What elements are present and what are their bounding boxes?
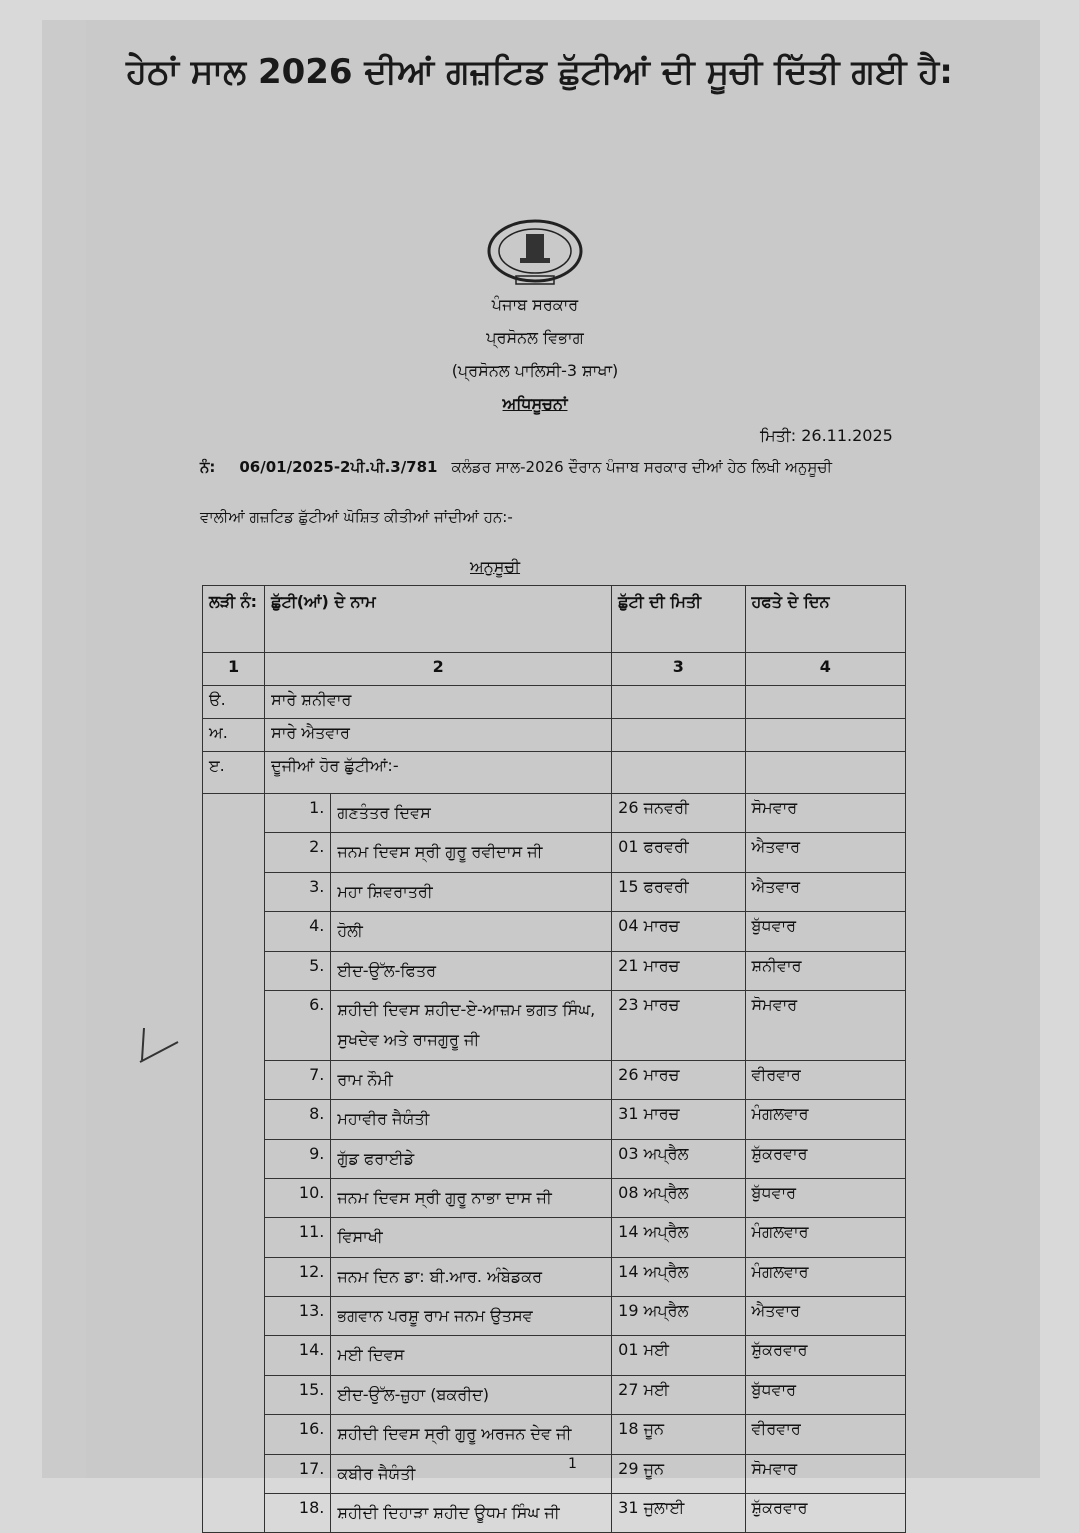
serial-number: 2. <box>265 833 331 872</box>
group-row <box>203 719 906 752</box>
serial-number: 10. <box>265 1178 331 1217</box>
ref-number: 06/01/2025-2ਪੀ.ਪੀ.3/781 <box>239 458 438 476</box>
holiday-day: ਐਤਵਾਰ <box>745 1297 905 1336</box>
header-serial: ਲੜੀ ਨੰ: <box>203 586 265 653</box>
column-number-row <box>203 653 906 686</box>
handwritten-tick-mark <box>138 1020 183 1065</box>
holiday-day: ਸੋਮਵਾਰ <box>745 990 905 1060</box>
holiday-day: ਐਤਵਾਰ <box>745 872 905 911</box>
serial-number: 6. <box>265 990 331 1060</box>
empty-cell <box>612 686 745 719</box>
holiday-day: ਬੁੱਧਵਾਰ <box>745 912 905 951</box>
serial-number: 15. <box>265 1375 331 1414</box>
serial-number: 13. <box>265 1297 331 1336</box>
holiday-date: 26 ਜਨਵਰੀ <box>612 794 745 833</box>
holiday-day: ਸੋਮਵਾਰ <box>745 1454 905 1493</box>
holiday-date: 03 ਅਪ੍ਰੈਲ <box>612 1139 745 1178</box>
holiday-date: 26 ਮਾਰਚ <box>612 1060 745 1099</box>
holiday-date: 01 ਮਈ <box>612 1336 745 1375</box>
holiday-name: ਗਣਤੰਤਰ ਦਿਵਸ <box>331 794 612 833</box>
table-row <box>203 1218 906 1257</box>
empty-cell <box>745 719 905 752</box>
reference-line <box>200 458 832 476</box>
serial-number: 8. <box>265 1100 331 1139</box>
serial-number: 7. <box>265 1060 331 1099</box>
serial-number: 9. <box>265 1139 331 1178</box>
holiday-date: 08 ਅਪ੍ਰੈਲ <box>612 1178 745 1217</box>
empty-cell <box>745 752 905 794</box>
table-row <box>203 1178 906 1217</box>
table-row <box>203 833 906 872</box>
holiday-name: ਹੋਲੀ <box>331 912 612 951</box>
schedule-title: ਅਨੁਸੂਚੀ <box>470 557 521 576</box>
holiday-date: 29 ਜੂਨ <box>612 1454 745 1493</box>
group-name: ਦੂਜੀਆਂ ਹੋਰ ਛੁੱਟੀਆਂ:- <box>265 752 612 794</box>
holiday-table <box>202 585 906 1533</box>
holiday-date: 23 ਮਾਰਚ <box>612 990 745 1060</box>
holiday-date: 21 ਮਾਰਚ <box>612 951 745 990</box>
notification-heading: ਅਧਿਸੂਚਨਾਂ <box>502 394 568 413</box>
group-row <box>203 686 906 719</box>
holiday-day: ਸ਼ੁੱਕਰਵਾਰ <box>745 1494 905 1533</box>
empty-cell <box>612 719 745 752</box>
holiday-name: ਮਹਾ ਸ਼ਿਵਰਾਤਰੀ <box>331 872 612 911</box>
table-row <box>203 1336 906 1375</box>
holiday-day: ਵੀਰਵਾਰ <box>745 1415 905 1454</box>
table-row <box>203 1297 906 1336</box>
empty-cell <box>203 794 265 1533</box>
holiday-day: ਸ਼ਨੀਵਾਰ <box>745 951 905 990</box>
table-row <box>203 1415 906 1454</box>
holiday-day: ਸੋਮਵਾਰ <box>745 794 905 833</box>
holiday-name: ਜਨਮ ਦਿਵਸ ਸ੍ਰੀ ਗੁਰੂ ਰਵੀਦਾਸ ਜੀ <box>331 833 612 872</box>
serial-number: 16. <box>265 1415 331 1454</box>
holiday-date: 19 ਅਪ੍ਰੈਲ <box>612 1297 745 1336</box>
header-name: ਛੁੱਟੀ(ਆਂ) ਦੇ ਨਾਮ <box>265 586 612 653</box>
holiday-name: ਜਨਮ ਦਿਵਸ ਸ੍ਰੀ ਗੁਰੂ ਨਾਭਾ ਦਾਸ ਜੀ <box>331 1178 612 1217</box>
government-emblem-icon <box>486 218 584 288</box>
holiday-name: ਈਦ-ਉੱਲ-ਫਿਤਰ <box>331 951 612 990</box>
table-header-row <box>203 586 906 653</box>
group-code: ੳ. <box>203 686 265 719</box>
body-line-1: ਕਲੰਡਰ ਸਾਲ-2026 ਦੌਰਾਨ ਪੰਜਾਬ ਸਰਕਾਰ ਦੀਆਂ ਹੇਠ ਲਿਖੀ ਅਨੁਸੂਚੀ <box>451 458 832 476</box>
holiday-day: ਮੰਗਲਵਾਰ <box>745 1257 905 1296</box>
department-name: ਪ੍ਰਸੋਨਲ ਵਿਭਾਗ <box>486 328 584 347</box>
holiday-name: ਸ਼ਹੀਦੀ ਦਿਵਸ ਸ੍ਰੀ ਗੁਰੂ ਅਰਜਨ ਦੇਵ ਜੀ <box>331 1415 612 1454</box>
holiday-name: ਸ਼ਹੀਦੀ ਦਿਵਸ ਸ਼ਹੀਦ-ਏ-ਆਜ਼ਮ ਭਗਤ ਸਿੰਘ, ਸੁਖਦੇਵ ਅਤੇ ਰਾਜਗੁਰੂ ਜੀ <box>331 990 612 1060</box>
ref-label: ਨੰ: <box>200 458 216 476</box>
holiday-date: 31 ਜੁਲਾਈ <box>612 1494 745 1533</box>
table-row <box>203 1060 906 1099</box>
holiday-date: 27 ਮਈ <box>612 1375 745 1414</box>
notification-date: ਮਿਤੀ: 26.11.2025 <box>760 426 893 445</box>
table-row <box>203 794 906 833</box>
serial-number: 14. <box>265 1336 331 1375</box>
empty-cell <box>745 686 905 719</box>
holiday-name: ਈਦ-ਉੱਲ-ਜ਼ੁਹਾ (ਬਕਰੀਦ) <box>331 1375 612 1414</box>
col-number: 1 <box>203 653 265 686</box>
group-name: ਸਾਰੇ ਸ਼ਨੀਵਾਰ <box>265 686 612 719</box>
table-row <box>203 1257 906 1296</box>
table-row <box>203 1100 906 1139</box>
col-number: 2 <box>265 653 612 686</box>
holiday-name: ਮਈ ਦਿਵਸ <box>331 1336 612 1375</box>
serial-number: 3. <box>265 872 331 911</box>
holiday-day: ਬੁੱਧਵਾਰ <box>745 1178 905 1217</box>
serial-number: 1. <box>265 794 331 833</box>
holiday-day: ਮੰਗਲਵਾਰ <box>745 1218 905 1257</box>
col-number: 4 <box>745 653 905 686</box>
holiday-day: ਐਤਵਾਰ <box>745 833 905 872</box>
table-row <box>203 912 906 951</box>
holiday-day: ਬੁੱਧਵਾਰ <box>745 1375 905 1414</box>
branch-name: (ਪ੍ਰਸੋਨਲ ਪਾਲਿਸੀ-3 ਸ਼ਾਖਾ) <box>451 361 619 380</box>
holiday-date: 18 ਜੂਨ <box>612 1415 745 1454</box>
holiday-date: 14 ਅਪ੍ਰੈਲ <box>612 1218 745 1257</box>
page-title: ਹੇਠਾਂ ਸਾਲ 2026 ਦੀਆਂ ਗਜ਼ਟਿਡ ਛੁੱਟੀਆਂ ਦੀ ਸੂਚੀ ਦਿੱਤੀ ਗਈ ਹੈ: <box>126 52 953 92</box>
serial-number: 5. <box>265 951 331 990</box>
table-row <box>203 990 906 1060</box>
holiday-day: ਮੰਗਲਵਾਰ <box>745 1100 905 1139</box>
serial-number: 12. <box>265 1257 331 1296</box>
holiday-day: ਸ਼ੁੱਕਰਵਾਰ <box>745 1336 905 1375</box>
serial-number: 11. <box>265 1218 331 1257</box>
serial-number: 4. <box>265 912 331 951</box>
page-number: 1 <box>568 1456 577 1472</box>
table-row <box>203 1139 906 1178</box>
table-row <box>203 1494 906 1533</box>
holiday-name: ਸ਼ਹੀਦੀ ਦਿਹਾੜਾ ਸ਼ਹੀਦ ਊਧਮ ਸਿੰਘ ਜੀ <box>331 1494 612 1533</box>
holiday-date: 31 ਮਾਰਚ <box>612 1100 745 1139</box>
table-row <box>203 872 906 911</box>
holiday-name: ਗੁੱਡ ਫਰਾਈਡੇ <box>331 1139 612 1178</box>
holiday-date: 14 ਅਪ੍ਰੈਲ <box>612 1257 745 1296</box>
serial-number: 17. <box>265 1454 331 1493</box>
group-code: ੲ. <box>203 752 265 794</box>
group-row <box>203 752 906 794</box>
holiday-name: ਜਨਮ ਦਿਨ ਡਾ: ਬੀ.ਆਰ. ਅੰਬੇਡਕਰ <box>331 1257 612 1296</box>
holiday-date: 04 ਮਾਰਚ <box>612 912 745 951</box>
holiday-date: 01 ਫਰਵਰੀ <box>612 833 745 872</box>
header-date: ਛੁੱਟੀ ਦੀ ਮਿਤੀ <box>612 586 745 653</box>
holiday-name: ਕਬੀਰ ਜੈਯੰਤੀ <box>331 1454 612 1493</box>
empty-cell <box>612 752 745 794</box>
holiday-name: ਰਾਮ ਨੌਮੀ <box>331 1060 612 1099</box>
body-line-2: ਵਾਲੀਆਂ ਗਜ਼ਟਿਡ ਛੁੱਟੀਆਂ ਘੋਸ਼ਿਤ ਕੀਤੀਆਂ ਜਾਂਦੀਆਂ ਹਨ:- <box>200 508 513 526</box>
holiday-day: ਵੀਰਵਾਰ <box>745 1060 905 1099</box>
header-day: ਹਫਤੇ ਦੇ ਦਿਨ <box>745 586 905 653</box>
col-number: 3 <box>612 653 745 686</box>
group-name: ਸਾਰੇ ਐਤਵਾਰ <box>265 719 612 752</box>
holiday-name: ਮਹਾਵੀਰ ਜੈਯੰਤੀ <box>331 1100 612 1139</box>
holiday-name: ਵਿਸਾਖੀ <box>331 1218 612 1257</box>
group-code: ਅ. <box>203 719 265 752</box>
government-name: ਪੰਜਾਬ ਸਰਕਾਰ <box>491 295 579 314</box>
serial-number: 18. <box>265 1494 331 1533</box>
table-row <box>203 1375 906 1414</box>
holiday-day: ਸ਼ੁੱਕਰਵਾਰ <box>745 1139 905 1178</box>
holiday-name: ਭਗਵਾਨ ਪਰਸ਼ੂ ਰਾਮ ਜਨਮ ਉਤਸਵ <box>331 1297 612 1336</box>
holiday-date: 15 ਫਰਵਰੀ <box>612 872 745 911</box>
table-row <box>203 951 906 990</box>
